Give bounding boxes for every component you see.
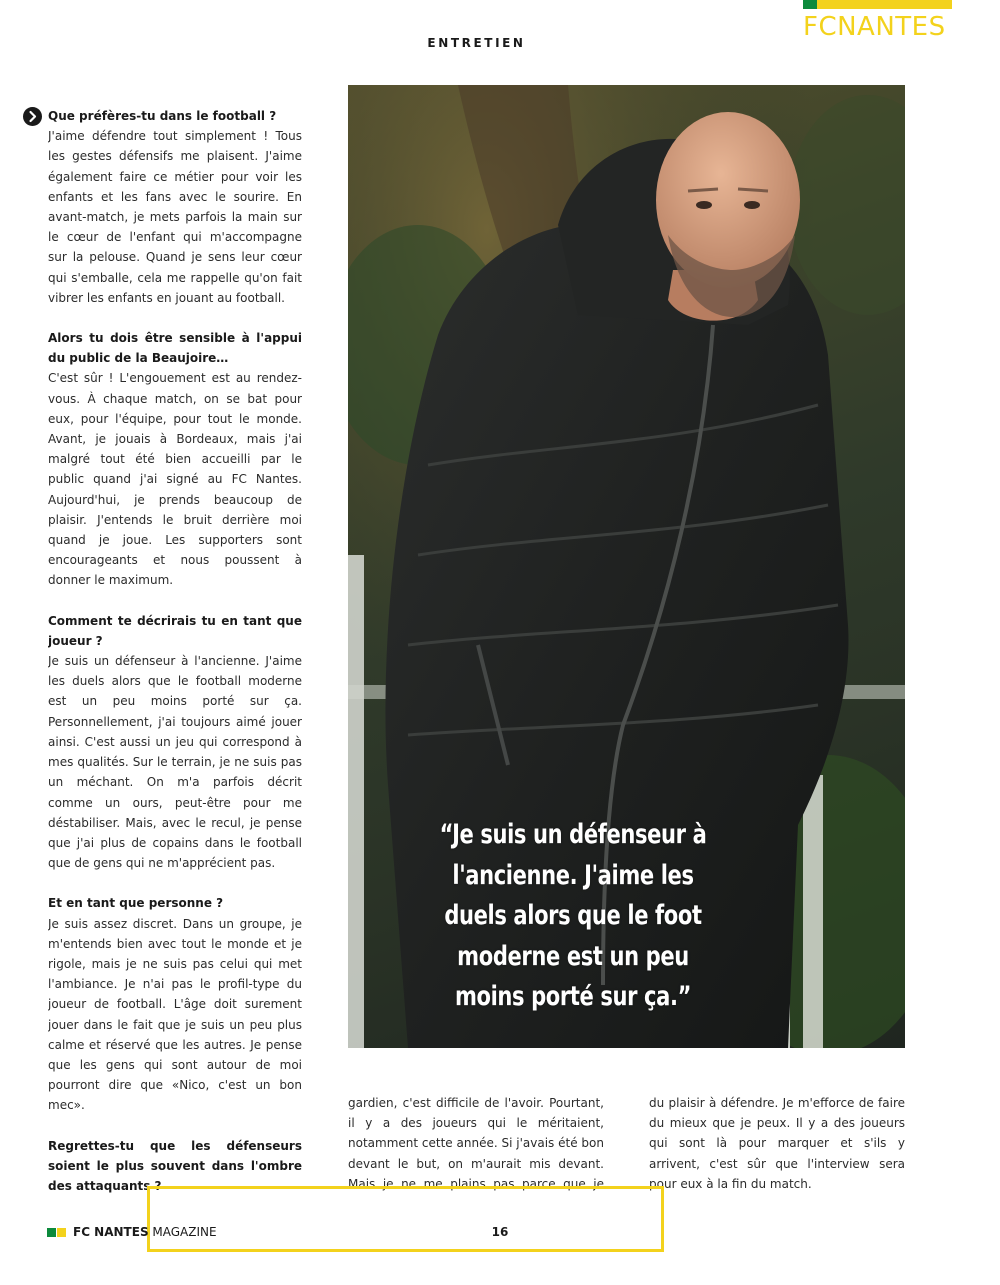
question: Regrettes-tu que les défenseurs soient le plus souvent dans l'ombre des attaquants ? <box>48 1138 302 1193</box>
qa-block <box>48 328 302 591</box>
brand-logo-text: FCNANTES <box>803 12 946 42</box>
qa-block <box>48 611 302 874</box>
column-2-text: gardien, c'est difficile de l'avoir. Pourtant, il y a des joueurs qui le méritaient, notamment cette année. Si j'avais été bon devant le but, on m'aurait mis devant. Mais je ne me plains pas parce que je <box>348 1096 604 1191</box>
answer: J'aime défendre tout simplement ! Tous les gestes défensifs me plaisent. J'aime également faire ce métier pour voir les enfants et les fans avec le sourire. En avant-match, je mets parfois la main sur le cœur de l'enfant qui m'accompagne sur la pelouse. Quand je sens leur cœur qui s'emballe, cela me rappelle qu'on fait vibrer les enfants en jouant au football. <box>48 129 302 305</box>
highlight-box <box>147 1186 664 1252</box>
footer-magazine-title <box>73 1225 217 1239</box>
chevron-right-icon <box>23 107 42 126</box>
player-photo <box>348 85 905 1048</box>
question: Alors tu dois être sensible à l'appui du public de la Beaujoire… <box>48 331 302 366</box>
answer: Je suis un défenseur à l'ancienne. J'aime les duels alors que le football moderne est un peu moins porté sur ça. Personnellement, j'ai toujours aimé jouer ainsi. C'est aussi un jeu qui correspond à mes qualités. Sur le terrain, je ne suis pas un méchant. On m'a parfois décrit comme un ours, peut-être pour me déstabiliser. Mais, avec le recul, je pense que j'ai plus de copains dans le football que de gens qui ne m'apprécient pas. <box>48 654 302 871</box>
qa-block <box>48 893 302 1115</box>
footer-logo-icon <box>47 1228 66 1237</box>
brand-color-bar <box>803 0 952 9</box>
text-column-2 <box>348 1093 604 1198</box>
footer-brand-bold: FC NANTES <box>73 1225 149 1239</box>
footer-brand-rest: MAGAZINE <box>148 1225 217 1239</box>
answer: C'est sûr ! L'engouement est au rendez-vous. À chaque match, on se bat pour eux, pour l'équipe, pour tout le monde. Avant, je jouais à Bordeaux, mais j'ai malgré tout été bien accueilli par le public quand j'ai signé au FC Nantes. Aujourd'hui, je prends beaucoup de plaisir. J'entends le bruit derrière moi quand je joue. Les supporters sont encourageants et nous poussent à donner le maximum. <box>48 371 302 588</box>
footer-logo-green <box>47 1228 56 1237</box>
question: Que préfères-tu dans le football ? <box>48 109 277 123</box>
interview-column <box>48 106 302 1196</box>
page-number: 16 <box>491 1225 509 1239</box>
brand-bar-yellow <box>817 0 952 9</box>
column-3-text: du plaisir à défendre. Je m'efforce de faire du mieux que je peux. Il y a des joueurs qui sont là pour marquer et s'ils y arrivent, c'est sûr que l'interview sera pour eux à la fin du match. <box>649 1096 905 1191</box>
section-label: ENTRETIEN <box>427 36 526 50</box>
qa-block <box>48 106 302 308</box>
brand-bar-green <box>803 0 817 9</box>
question: Et en tant que personne ? <box>48 896 224 911</box>
pull-quote: “Je suis un défenseur à l'ancienne. J'aime les duels alors que le foot moderne est un peu moins porté sur ça.” <box>439 819 707 1012</box>
text-column-3 <box>649 1093 905 1198</box>
answer: Je suis assez discret. Dans un groupe, je m'entends bien avec tout le monde et je rigole, mais je ne suis pas celui qui met l'ambiance. Je n'ai pas le profil-type du joueur de football. L'âge doit surement jouer dans le fait que je suis un peu plus calme et réservé que les autres. Je pense que les gens qui sont autour de moi pourront dire que «Nico, c'est un bon mec». <box>48 916 302 1113</box>
question: Comment te décrirais tu en tant que joueur ? <box>48 613 302 648</box>
footer-logo-yellow <box>57 1228 66 1237</box>
